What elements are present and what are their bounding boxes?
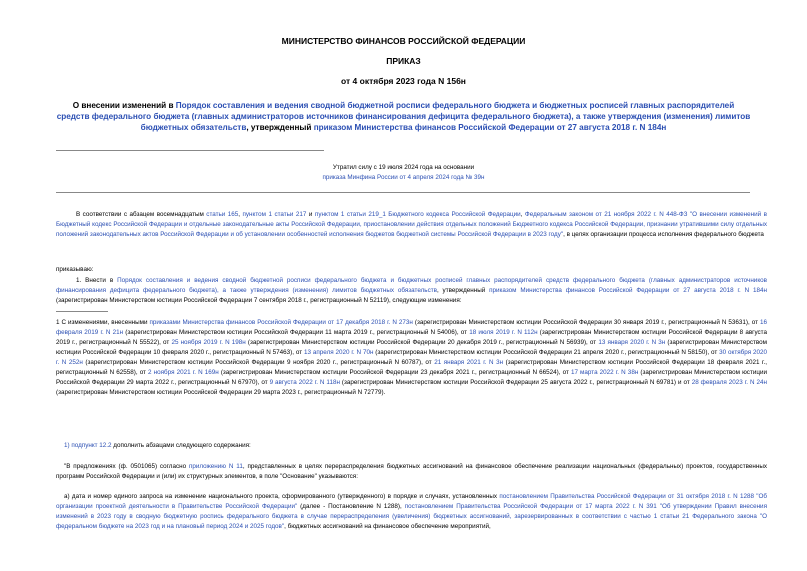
- date-number-heading: от 4 октября 2023 года N 156н: [341, 76, 466, 86]
- link-resolution-1288[interactable]: постановлением Правительства Российской Федерации от 31 октября 2018 г. N 1288 "Об организации проектной деятельности в Правительстве Российской Федерации": [56, 493, 767, 510]
- link-subpoint-12-2[interactable]: 1) подпункт 12.2: [64, 442, 112, 449]
- subitem-a-paragraph: а) дата и номер единого запроса на изменение национального проекта, сформированного (утвержденного) в порядке и случаях, установленных постановлением Правительства Российской Федерации от 31 октября 2018 г. N 1288 "Об организации проектной деятельности в Правительстве Российской Федерации" (далее - Постановление N 1288), постановлением Правительства Российской Федерации от 17 марта 2022 г. N 391 "Об утверждении Правил внесения изменений в 2023 году в сводную бюджетную роспись федерального бюджета в случае перераспределения (увеличения) бюджетных ассигнований, зарезервированных в соответствии с частью 1 статьи 21 Федерального закона "О федеральном бюджете на 2023 год и на плановый период 2024 и 2025 годов", бюджетных ассигнований на финансовое обеспечение мероприятий,: [56, 493, 767, 530]
- link-amend-118n[interactable]: 9 августа 2022 г. N 118н: [269, 379, 340, 386]
- lost-force-link[interactable]: приказа Минфина России от 4 апреля 2024 года № 39н: [322, 174, 485, 181]
- link-amend-3n-2021[interactable]: 21 января 2021 г. N 3н: [434, 359, 504, 366]
- link-resolution-391[interactable]: постановлением Правительства Российской Федерации от 17 марта 2022 г. N 391 "Об утверждении Правил внесения изменений в 2023 году в сводную бюджетную роспись федерального бюджета в случае перераспределения (увеличения) бюджетных ассигнований, зарезервированных в соответствии с частью 1 статьи 21 Федерального закона "О федеральном бюджете на 2023 год и на плановый период 2024 и 2025 годов": [56, 503, 767, 530]
- link-procedure[interactable]: Порядок составления и ведения сводной бюджетной росписи федерального бюджета и бюджетных росписей главных распорядителей средств федерального бюджета (главных администраторов источников финансирования дефицита федерального бюджета), а также утверждения (изменения) лимитов бюджетных обязательств: [56, 277, 767, 294]
- preamble-paragraph: В соответствии с абзацем восемнадцатым статьи 165, пунктом 1 статьи 217 и пунктом 1 статьи 219_1 Бюджетного кодекса Российской Федерации, Федеральным законом от 21 ноября 2022 г. N 448-ФЗ "О внесении изменений в Бюджетный кодекс Российской Федерации и отдельные законодательные акты Российской Федерации, приостановлении действия отдельных положений Бюджетного кодекса Российской Федерации, признании утратившими силу отдельных положений законодательных актов Российской Федерации и об установлении особенностей исполнения бюджетов бюджетной системы Российской Федерации в 2023 году", в целях организации процесса исполнения федерального бюджета: [56, 211, 767, 238]
- link-amend-24n[interactable]: 28 февраля 2023 г. N 24н: [691, 379, 767, 386]
- ministry-heading: МИНИСТЕРСТВО ФИНАНСОВ РОССИЙСКОЙ ФЕДЕРАЦИИ: [281, 36, 526, 46]
- link-amend-38n[interactable]: 17 марта 2022 г. N 38н: [570, 369, 639, 376]
- item-1-paragraph: 1. Внести в Порядок составления и ведения сводной бюджетной росписи федерального бюджета и бюджетных росписей главных распорядителей средств федерального бюджета (главных администраторов источников финансирования дефицита федерального бюджета), а также утверждения (изменения) лимитов бюджетных обязательств, утвержденный приказом Министерства финансов Российской Федерации от 27 августа 2018 г. N 184н (зарегистрирован Министерством юстиции Российской Федерации 7 сентября 2018 г., регистрационный N 52119), следующие изменения:: [56, 277, 767, 304]
- footnote-divider: [56, 311, 108, 312]
- link-amend-252n[interactable]: 30 октября 2020 г. N 252н: [56, 349, 767, 366]
- link-article-219-1[interactable]: пунктом 1 статьи 219_1 Бюджетного кодекса Российской Федерации: [314, 211, 521, 218]
- document-title: О внесении изменений в Порядок составления и ведения сводной бюджетной росписи федерального бюджета и бюджетных росписей главных распорядителей средств федерального бюджета (главных администраторов источников финансирования дефицита федерального бюджета), а также утверждения (изменения) лимитов бюджетных обязательств, утвержденный приказом Министерства финансов Российской Федерации от 27 августа 2018 г. N 184н: [56, 101, 751, 132]
- link-article-217[interactable]: пунктом 1 статьи 217: [242, 211, 307, 218]
- link-article-165[interactable]: статьи 165: [206, 211, 239, 218]
- link-amend-70n[interactable]: 13 апреля 2020 г. N 70н: [303, 349, 374, 356]
- link-amend-273n[interactable]: приказами Министерства финансов Российской Федерации от 17 декабря 2018 г. N 273н: [149, 319, 413, 326]
- link-appendix-11[interactable]: приложению N 11: [188, 463, 243, 470]
- link-amend-169n[interactable]: 2 ноября 2021 г. N 169н: [148, 369, 219, 376]
- link-federal-law-448[interactable]: Федеральным законом от 21 ноября 2022 г. N 448-ФЗ "О внесении изменений в Бюджетный кодекс Российской Федерации и отдельные законодательные акты Российской Федерации, приостановлении действия отдельных положений Бюджетного кодекса Российской Федерации, признании утратившими силу отдельных положений законодательных актов Российской Федерации и об установлении особенностей исполнения бюджетов бюджетной системы Российской Федерации в 2023 году": [56, 211, 767, 238]
- proposals-paragraph: "В предложениях (ф. 0501065) согласно приложению N 11, представленных в целях перераспределения бюджетных ассигнований на финансовое обеспечение реализации национальных (федеральных) проектов, государственных программ Российской Федерации и (или) их структурных элементов, в поле "Основание" указываются:: [56, 463, 767, 480]
- subitem-1-paragraph: 1) подпункт 12.2 дополнить абзацами следующего содержания:: [64, 442, 251, 449]
- link-amend-198n[interactable]: 25 ноября 2019 г. N 198н: [171, 339, 246, 346]
- footnote-paragraph: 1 С изменениями, внесенными приказами Министерства финансов Российской Федерации от 17 декабря 2018 г. N 273н (зарегистрирован Министерством юстиции Российской Федерации 30 января 2019 г., регистрационный N 53631), от 16 февраля 2019 г. N 21н (зарегистрирован Министерством юстиции Российской Федерации 11 марта 2019 г., регистрационный N 54006), от 18 июля 2019 г. N 112н (зарегистрирован Министерством юстиции Российской Федерации 8 августа 2019 г., регистрационный N 55522), от 25 ноября 2019 г. N 198н (зарегистрирован Министерством юстиции Российской Федерации 20 декабря 2019 г., регистрационный N 56939), от 13 января 2020 г. N 3н (зарегистрирован Министерством юстиции Российской Федерации 10 февраля 2020 г., регистрационный N 57463), от 13 апреля 2020 г. N 70н (зарегистрирован Министерством юстиции Российской Федерации 21 апреля 2020 г., регистрационный N 58150), от 30 октября 2020 г. N 252н (зарегистрирован Министерством юстиции Российской Федерации 9 ноября 2020 г., регистрационный N 60787), от 21 января 2021 г. N 3н (зарегистрирован Министерством юстиции Российской Федерации 18 февраля 2021 г., регистрационный N 62558), от 2 ноября 2021 г. N 169н (зарегистрирован Министерством юстиции Российской Федерации 23 декабря 2021 г., регистрационный N 66524), от 17 марта 2022 г. N 38н (зарегистрирован Министерством юстиции Российской Федерации 29 марта 2022 г., регистрационный N 67970), от 9 августа 2022 г. N 118н (зарегистрирован Министерством юстиции Российской Федерации 25 августа 2022 г., регистрационный N 69781) и от 28 февраля 2023 г. N 24н (зарегистрирован Министерством юстиции Российской Федерации 29 марта 2023 г., регистрационный N 72779).: [56, 319, 768, 396]
- divider: [56, 192, 750, 193]
- link-order-184n[interactable]: приказом Министерства финансов Российской Федерации от 27 августа 2018 г. N 184н: [489, 287, 767, 294]
- title-link-procedure[interactable]: Порядок составления и ведения сводной бюджетной росписи федерального бюджета и бюджетных росписей главных распорядителей средств федерального бюджета (главных администраторов источников финансирования дефицита федерального бюджета), а также утверждения (изменения) лимитов бюджетных обязательств: [56, 101, 751, 132]
- title-link-order-184n[interactable]: приказом Министерства финансов Российской Федерации от 27 августа 2018 г. N 184н: [313, 123, 667, 132]
- link-amend-112n[interactable]: 18 июля 2019 г. N 112н: [469, 329, 538, 336]
- doc-type-heading: ПРИКАЗ: [386, 56, 421, 66]
- link-amend-21n[interactable]: 16 февраля 2019 г. N 21н: [56, 319, 767, 336]
- divider: [56, 150, 324, 151]
- link-amend-3n-2020[interactable]: 13 января 2020 г. N 3н: [598, 339, 666, 346]
- order-word: приказываю:: [56, 266, 94, 273]
- lost-force-note: Утратил силу с 19 июля 2024 года на основании приказа Минфина России от 4 апреля 2024 года № 39н: [322, 164, 485, 181]
